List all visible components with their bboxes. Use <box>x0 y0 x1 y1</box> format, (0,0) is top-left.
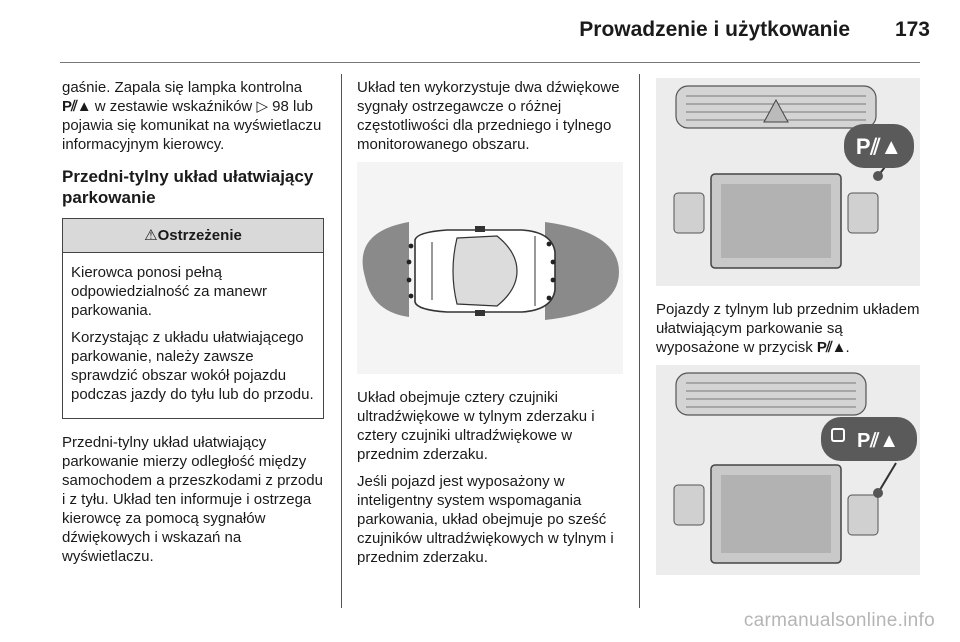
park-assist-symbol: P⫽▲ <box>816 339 846 356</box>
park-assist-icon: P⫽▲ <box>855 134 903 159</box>
warning-body <box>63 253 323 418</box>
page-number: 173 <box>894 18 930 41</box>
intro-text-c: 98 lub pojawia się komunikat na wyświetlaczu informacyjnym kierowcy. <box>62 98 322 153</box>
control-buttons <box>674 193 704 233</box>
body-paragraph: Przedni-tylny układ ułatwiający parkowanie mierzy odległość między samochodem a przeszkodami z przodu i z tyłu. Układ ten informuje i ostrzega kierowcę za pomocą sygnałów dźwiękowych i wskazań na wyświetlaczu. <box>62 434 323 565</box>
warning-box <box>62 218 324 419</box>
warning-title: Ostrzeżenie <box>157 227 242 244</box>
warning-header <box>63 219 323 253</box>
page-ref-arrow-icon: ▷ <box>256 98 268 115</box>
watermark-url: carmanualsonline.info <box>743 610 935 631</box>
control-buttons <box>674 485 704 525</box>
column-divider <box>341 74 342 608</box>
body-paragraph: Układ ten wykorzystuje dwa dźwiękowe sygnały ostrzegawcze o różnej częstotliwości dla przedniego i tylnego monitorowanego obszaru. <box>357 79 620 153</box>
dashboard-advanced-park-button-illustration <box>656 365 920 575</box>
control-buttons <box>848 495 878 535</box>
warning-triangle-icon: ⚠ <box>144 227 158 244</box>
sensor-coverage-illustration <box>357 162 623 374</box>
intro-text-b: w zestawie wskaźników <box>90 98 257 115</box>
section-heading: Przedni-tylny układ ułatwiający parkowanie <box>62 167 314 207</box>
warning-paragraph: Kierowca ponosi pełną odpowiedzialność za manewr parkowania. <box>71 264 267 319</box>
figure-caption <box>656 300 920 357</box>
caption-text: Pojazdy z tylnym lub przednim układem ułatwiającym parkowanie są wyposażone w przycisk <box>656 301 920 356</box>
column-left <box>62 78 324 574</box>
page-header-title: Prowadzenie i użytkowanie <box>579 18 850 41</box>
control-buttons <box>848 193 878 233</box>
car-top-view-icon <box>415 226 555 316</box>
column-middle <box>357 78 625 575</box>
intro-text-a: gaśnie. Zapala się lampka kontrolna <box>62 79 303 96</box>
column-right <box>656 78 920 589</box>
warning-paragraph: Korzystając z układu ułatwiającego parkowanie, należy zawsze sprawdzić obszar wokół pojazdu podczas jazdy do tyłu lub do przodu. <box>71 329 314 403</box>
intro-paragraph <box>62 78 324 154</box>
park-assist-icon: P⫽▲ <box>856 430 900 452</box>
header-divider <box>60 62 920 63</box>
body-paragraph: Jeśli pojazd jest wyposażony w inteligentny system wspomagania parkowania, układ obejmuje po sześć czujników ultradźwiękowych w tylnym i przednim zderzaku. <box>357 473 614 566</box>
caption-end: . <box>845 339 850 356</box>
column-divider <box>639 74 640 608</box>
dashboard-park-button-illustration <box>656 78 920 286</box>
park-assist-symbol: P⫽▲ <box>62 98 91 115</box>
air-vent <box>676 373 866 415</box>
body-paragraph: Układ obejmuje cztery czujniki ultradźwiękowe w tylnym zderzaku i cztery czujniki ultradźwiękowe w przednim zderzaku. <box>357 389 595 463</box>
